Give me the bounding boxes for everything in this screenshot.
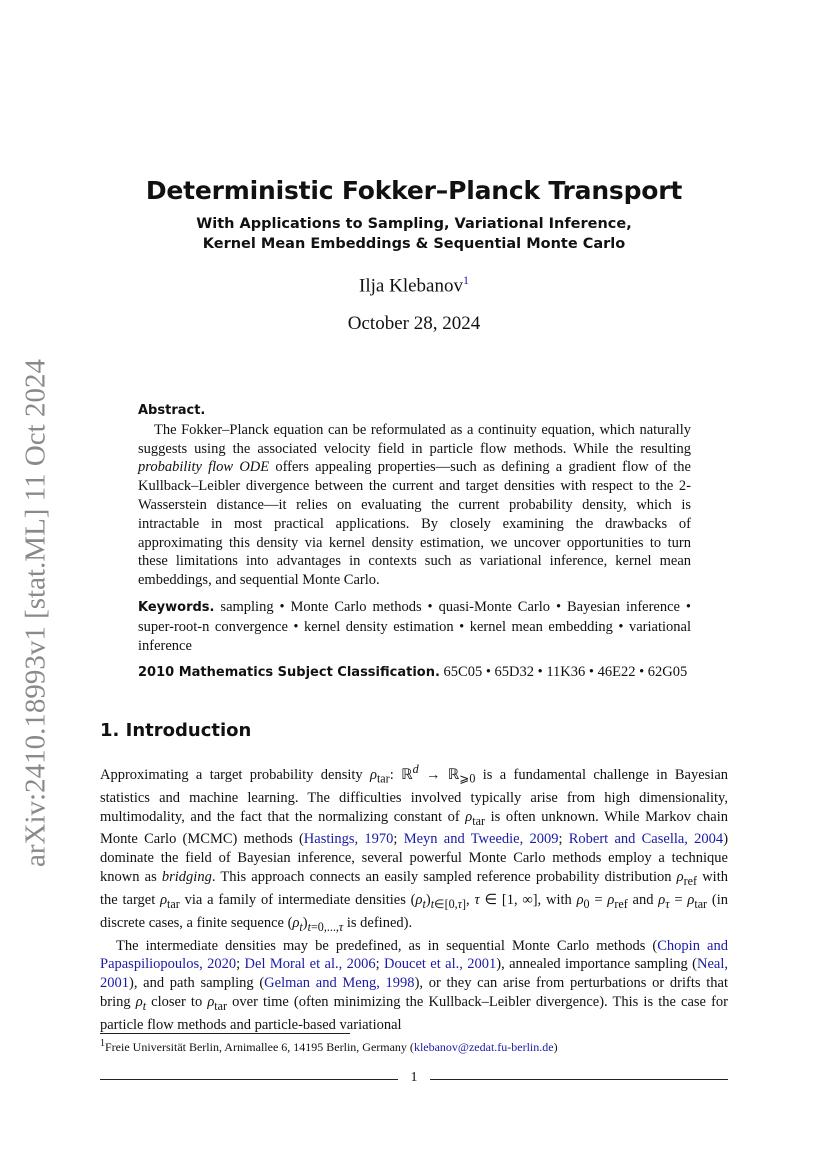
footnote: $^1$Freie Universität Berlin, Arnimallee 6, 14195 Berlin, Germany (klebanov@zedat.fu-berlin.de)	[100, 1038, 558, 1054]
keywords	[138, 598, 691, 655]
intro-paragraph-1: Approximating a target probability density $\rho_{tar}$: ℝ$^d$ → ℝ$_{⩾0}$ is a fundamental challenge in Bayesian statistics and machine learning. The difficulties involved typically arise from high dimensionality, multimodality, and the fact that the normalizing constant of $\rho_{tar}$ is often unknown. While Markov chain Monte Carlo (MCMC) methods (Hastings, 1970; Meyn and Tweedie, 2009; Robert and Casella, 2004) dominate the field of Bayesian inference, several powerful Monte Carlo methods employ a technique known as bridging. This approach connects an easily sampled reference probability distribution $\rho_{ref}$ with the target $\rho_{tar}$ via a family of intermediate densities $(\rho_t)_{t\in[0,\tau]}$, τ ∈ [1, ∞], with $\rho_0 = \rho_{ref}$ and $\rho_\tau = \rho_{tar}$ (in discrete cases, a finite sequence $(\rho_t)_{t=0,...,\tau}$ is defined).	[100, 762, 729, 934]
date: October 28, 2024	[347, 313, 481, 334]
paper-title: Deterministic Fokker–Planck Transport	[145, 176, 683, 205]
page-footer	[100, 1070, 728, 1090]
intro-body	[100, 760, 728, 1035]
subtitle-line-1: With Applications to Sampling, Variational Inference,	[196, 216, 632, 232]
author-name: Ilja Klebanov	[359, 275, 463, 297]
abstract-emphasis: probability flow ODE	[138, 459, 270, 476]
arxiv-sidebar-stamp	[16, 355, 56, 870]
citation-link[interactable]: Doucet et al., 2001	[384, 956, 497, 973]
keywords-label: Keywords.	[138, 599, 215, 615]
footnote-rule	[100, 1033, 350, 1034]
subtitle-line-2: Kernel Mean Embeddings & Sequential Monte Carlo	[202, 236, 626, 252]
paper-subtitle	[0, 214, 828, 254]
author	[0, 273, 828, 297]
intro-paragraph-2: The intermediate densities may be predefined, as in sequential Monte Carlo methods (Chopin and Papaspiliopoulos, 2020; Del Moral et al., 2006; Doucet et al., 2001), annealed importance sampling (Neal, 2001), and path sampling (Gelman and Meng, 1998), or they can arise from perturbations or drifts that bring $\rho_t$ closer to $\rho_{tar}$ over time (often minimizing the Kullback–Leibler divergence). This is the case for particle flow methods and particle-based variational	[100, 937, 729, 1034]
footnote-email-link[interactable]: klebanov@zedat.fu-berlin.de	[413, 1040, 554, 1054]
citation-link[interactable]: Meyn and Tweedie, 2009	[403, 831, 559, 848]
citation-link[interactable]: Robert and Casella, 2004	[568, 831, 724, 848]
citation-link[interactable]: Hastings, 1970	[303, 831, 394, 848]
footnote-mark: 1	[100, 1038, 105, 1049]
citation-link[interactable]: Del Moral et al., 2006	[244, 956, 376, 973]
abstract-block	[138, 402, 691, 683]
abstract-label: Abstract.	[138, 403, 206, 418]
author-footnote-mark[interactable]: 1	[462, 273, 469, 287]
msc	[138, 663, 691, 683]
abstract-text: The Fokker–Planck equation can be reformulated as a continuity equation, which naturally suggests using the associated velocity field in particle flow methods. While the resulting probability flow ODE offers appealing properties—such as defining a gradient flow of the Kullback–Leibler divergence between the current and target densities with respect to the 2-Wasserstein distance—it relies on evaluating the current probability density, which is intractable in most practical applications. By closely examining the drawbacks of approximating this density via kernel density estimation, we uncover opportunities to turn these limitations into advantages in contexts such as variational inference, kernel mean embeddings, and sequential Monte Carlo.	[138, 421, 691, 589]
page-number: 1	[410, 1070, 418, 1085]
arxiv-id: arXiv:2410.18993v1 [stat.ML] 11 Oct 2024	[19, 358, 52, 867]
citation-link[interactable]: Chopin and Papaspiliopoulos, 2020	[100, 937, 728, 973]
footer-rule-right	[430, 1079, 728, 1080]
msc-text: 65C05 • 65D32 • 11K36 • 46E22 • 62G05	[443, 664, 688, 681]
footnote-text: Freie Universität Berlin, Arnimallee 6, 14195 Berlin, Germany (	[105, 1040, 414, 1054]
citation-link[interactable]: Gelman and Meng, 1998	[264, 975, 415, 992]
msc-label: 2010 Mathematics Subject Classification.	[138, 665, 440, 681]
citation-link[interactable]: Neal, 2001	[100, 956, 728, 992]
keywords-text: sampling • Monte Carlo methods • quasi-Monte Carlo • Bayesian inference • super-root-n convergence • kernel density estimation • kernel mean embedding • variational inference	[138, 598, 691, 654]
section-heading: 1. Introduction	[100, 720, 252, 741]
